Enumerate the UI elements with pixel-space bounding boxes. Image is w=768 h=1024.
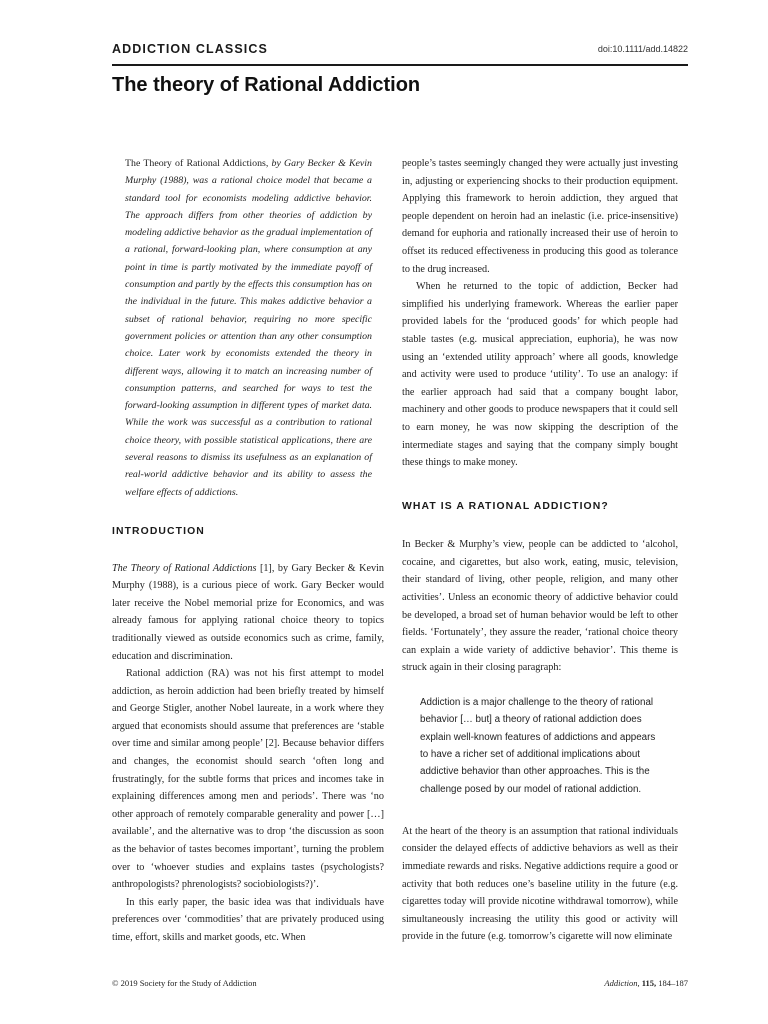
rational-paragraph-2: At the heart of the theory is an assumption that rational individuals consider the delayed effects of addictive behaviors as well as their immediate rewards and risks. Negative addictions require a good or activity that both reduces one’s baseline utility in the future (e.g. cigarettes today will provide nicotine withdrawal tomorrow), while simultaneously increasing the utility this good or activity will provide in the future (e.g. tomorrow’s cigarette will now eliminate	[402, 825, 678, 943]
article-title: The theory of Rational Addiction	[112, 74, 421, 96]
header-divider	[112, 64, 688, 66]
right-paragraph-1: people’s tastes seemingly changed they were actually just investing in, adjusting or experiencing shocks to their production equipment. Applying this framework to heroin addiction, they argued that people dependent on heroin had an inelastic (i.e. price-insensitive) demand for euphoria and rationally increased their use of heroin to offset its reduced effectiveness in producing this good as tolerance to the drug increased.	[402, 158, 678, 275]
right-paragraph-2: When he returned to the topic of addiction, Becker had simplified his underlying framework. Whereas the earlier paper provided labels for the ‘produced goods’ for which people had stable tastes (e.g. musical appreciation, euphoria), he was now using an ‘extended utility approach’ where all goods, knowledge and activity were used to produce ‘utility’. To use an analogy: if the earlier approach had said that a company bought labor, machinery and other goods to produce newspapers that it could sell to earn money, he was now skipping the description of the intermediate stages and saying that the company simply bought these things to make money.	[402, 281, 678, 469]
page-header	[112, 40, 688, 60]
block-quote: Addiction is a major challenge to the theory of rational behavior [… but] a theory of rational addiction does explain well-known features of addictions and appears to have a richer set of additional implications about addictive behavior than other approaches. This is the challenge posed by our model of rational addiction.	[420, 697, 656, 795]
intro-paragraph-2: Rational addiction (RA) was not his first attempt to model addiction, as heroin addiction had been briefly treated by himself and George Stigler, another Nobel laureate, in a work where they argued that economists should assume that preferences are ‘stable over time and similar among people’ [2]. Because behavior differs and changes, the economist should search ‘often long and frustratingly, for the subtle forms that prices and incomes take in explaining differences among men and periods’. There was ‘no other approach of remotely comparable generality and power […] available’, and the alternative was to drop ‘the discussion as soon as the behavior of tastes becomes important’, turning the problem over to ‘whoever studies and explains tastes (psychologists? anthropologists? phrenologists? sociobiologists?)’.	[112, 668, 384, 891]
rational-addiction-heading: WHAT IS A RATIONAL ADDICTION?	[402, 500, 609, 512]
rational-paragraph-1: In Becker & Murphy’s view, people can be addicted to ‘alcohol, cocaine, and cigarettes, but also work, eating, music, television, their standard of living, other people, religion, and many other activities’. Unless an economic theory of addictive behavior could be developed, a broad set of human behavior would be left to other fields. ‘Fortunately’, they assure the reader, ‘rational choice theory can explain a wide variety of addictive behavior’. This theme is struck again in their closing paragraph:	[402, 539, 678, 674]
copyright-notice: © 2019 Society for the Study of Addiction	[112, 978, 257, 988]
introduction-heading: INTRODUCTION	[112, 525, 205, 537]
left-column	[112, 155, 384, 947]
doi-link[interactable]: doi:10.1111/add.14822	[597, 44, 688, 54]
intro-paragraph-1: The Theory of Rational Addictions [1], by Gary Becker & Kevin Murphy (1988), is a curious piece of work. Gary Becker would later receive the Nobel memorial prize for Economics, and was already famous for applying rational choice theory to topics traditionally viewed as outside economics such as crime, family, education and discrimination.	[112, 562, 384, 662]
journal-citation: Addiction, 115, 184–187	[604, 978, 688, 988]
abstract: The Theory of Rational Addictions, by Gary Becker & Kevin Murphy (1988), was a rational choice model that became a standard tool for economists modeling addictive behavior. The approach differs from other theories of addiction by modeling addictive behavior as the gradual implementation of a rational, forward-looking plan, where consumption at any point in time is partly motivated by the immediate payoff of consumption and partly by the effects this consumption has on the individual in the future. This makes addictive behavior a subset of rational behavior, requiring no more specific government policies or attention than any other consumption choice. Later work by economists extended the theory in different ways, allowing it to match an increasing number of consumption patterns, and searched for ways to test the forward-looking assumption in different types of market data. While the work was successful as a contribution to rational choice theory, with possible statistical applications, there are several reasons to dismiss its usefulness as an explanation of real-world addictive behavior and its ability to assess the welfare effects of addictions.	[125, 158, 372, 498]
right-column	[402, 155, 678, 946]
journal-section-label: ADDICTION CLASSICS	[112, 42, 268, 56]
intro-paragraph-3: In this early paper, the basic idea was that individuals have preferences over ‘commodities’ that are privately produced using time, effort, skills and market goods, etc. When	[112, 896, 384, 943]
